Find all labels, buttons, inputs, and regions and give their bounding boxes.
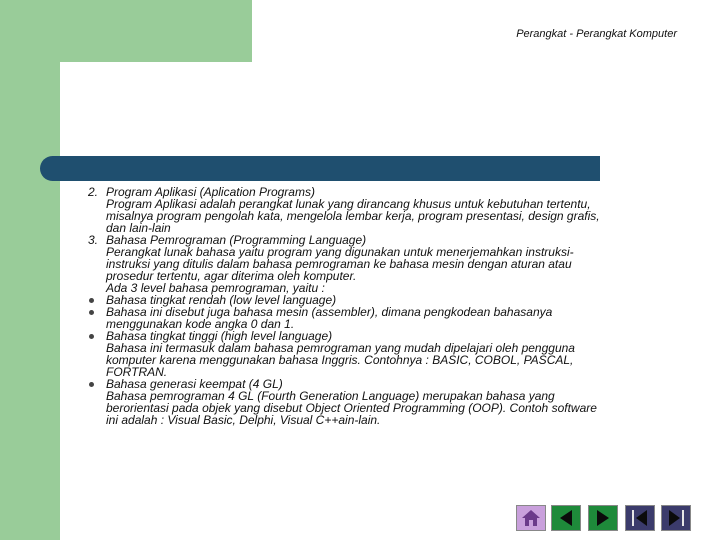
last-button[interactable] (661, 505, 691, 531)
bullet-body: Bahasa pemrograman 4 GL (Fourth Generation Language) merupakan bahasa yang berorientasi pada objek yang disebut Object Oriented Programming (OOP). Contoh software ini adalah : Visual Basic, Delphi, Visual C++ain-lain. (106, 389, 597, 427)
section-number: 2. (88, 185, 99, 199)
section-item (88, 234, 608, 282)
bullet-title: Bahasa generasi keempat (4 GL) (106, 377, 283, 391)
triangle-left-icon (557, 509, 575, 527)
next-button[interactable] (588, 505, 618, 531)
bullet-dot (89, 334, 94, 339)
section-title: Bahasa Pemrograman (Programming Language) (106, 233, 367, 247)
home-button[interactable] (516, 505, 546, 531)
green-top-block (0, 0, 252, 62)
title-band (40, 156, 600, 181)
bullet-title: Bahasa tingkat tinggi (high level language) (106, 329, 333, 343)
bullet-body: Bahasa ini termasuk dalam bahasa pemrograman yang mudah dipelajari oleh pengguna komputer karena menggunakan bahasa Inggris. Contohnya : BASIC, COBOL, PASCAL, FORTRAN. (106, 341, 575, 379)
slide-header: Perangkat - Perangkat Komputer (516, 28, 677, 40)
bullet-item (88, 330, 608, 378)
bullet-dot (89, 298, 94, 303)
triangle-bar-right-icon (666, 509, 686, 527)
section-number: 3. (88, 233, 99, 247)
section-item (88, 186, 608, 234)
triangle-right-icon (594, 509, 612, 527)
green-sidebar (0, 0, 60, 540)
slide-content (88, 186, 608, 426)
first-button[interactable] (625, 505, 655, 531)
bullet-item (88, 378, 608, 426)
previous-button[interactable] (551, 505, 581, 531)
bar-triangle-left-icon (630, 509, 650, 527)
bullet-dot (89, 310, 94, 315)
bullet-title: Bahasa tingkat rendah (low level language) (106, 293, 337, 307)
section-title: Program Aplikasi (Aplication Programs) (106, 185, 315, 199)
bullet-dot (89, 382, 94, 387)
section-body: Program Aplikasi adalah perangkat lunak yang dirancang khusus untuk kebutuhan tertentu, misalnya program pengolah kata, mengelola lembar kerja, program presentasi, design grafis, dan lain-lain (106, 197, 600, 235)
section-body: Ada 3 level bahasa pemrograman, yaitu : (106, 281, 325, 295)
bullet-title: Bahasa ini disebut juga bahasa mesin (assembler), dimana pengkodean bahasanya menggunakan kode angka 0 dan 1. (106, 305, 553, 331)
section-body: Perangkat lunak bahasa yaitu program yang digunakan untuk menerjemahkan instruksi-instruksi yang ditulis dalam bahasa pemrograman ke bahasa mesin dengan aturan atau prosedur tertentu, agar diterima oleh komputer. (106, 245, 574, 283)
home-icon (521, 509, 541, 527)
bullet-item (88, 306, 608, 330)
